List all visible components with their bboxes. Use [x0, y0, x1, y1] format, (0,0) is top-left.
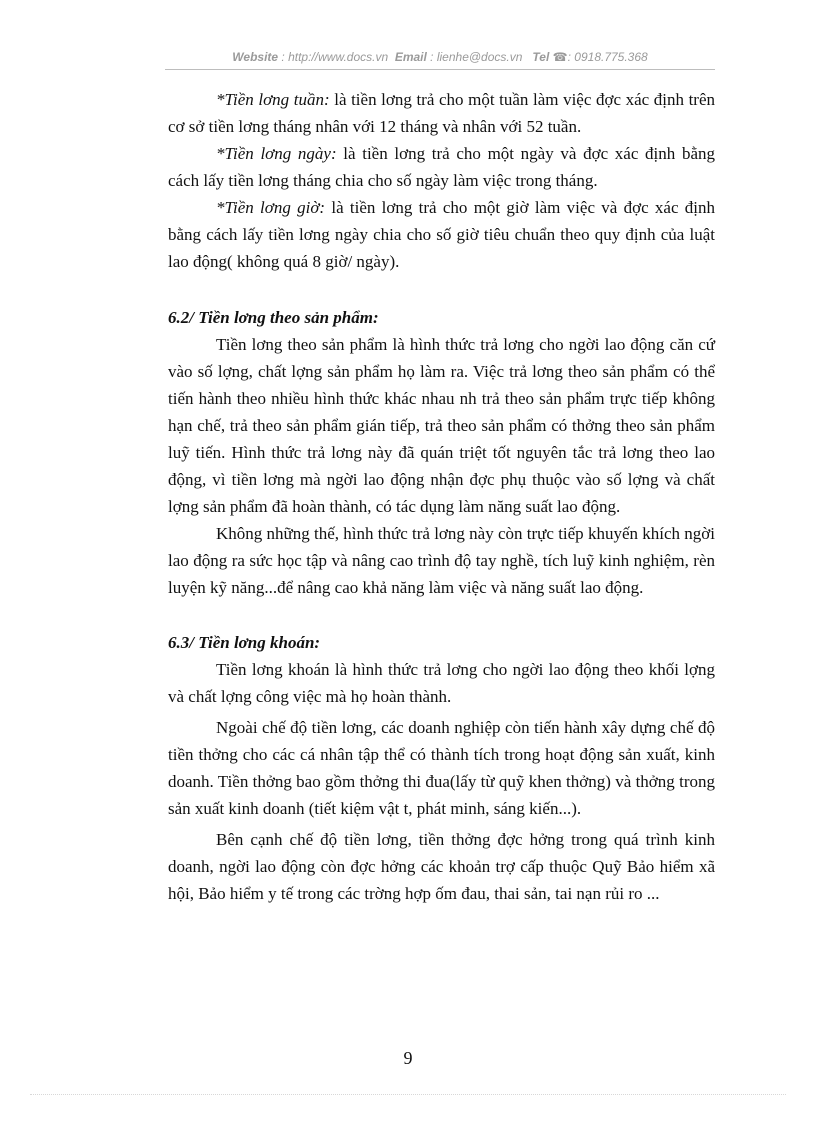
phone-icon: ☎: [552, 50, 568, 64]
website-value: : http://www.docs.vn: [281, 50, 389, 64]
term-daily-wage: *Tiền lơng ngày:: [216, 144, 337, 163]
paragraph-hourly-wage: [168, 194, 715, 275]
paragraph-daily-wage: [168, 140, 715, 194]
page-number: 9: [403, 1048, 413, 1068]
paragraph-weekly-wage: [168, 86, 715, 140]
paragraph-body: Tiền lơng khoán là hình thức trả lơng cho ngời lao động theo khối lợng và chất lợng công việc mà họ hoàn thành.: [168, 660, 715, 706]
page-header: [165, 50, 715, 70]
section-heading-6-3: 6.3/ Tiền lơng khoán:: [168, 633, 321, 652]
paragraph-body: Tiền lơng theo sản phẩm là hình thức trả lơng cho ngời lao động căn cứ vào số lợng, chất lợng sản phẩm họ làm ra. Việc trả lơng theo sản phẩm có thể tiến hành theo nhiều hình thức khác nhau nh trả theo sản phẩm trực tiếp không hạn chế, trả theo sản phẩm gián tiếp, trả theo sản phẩm có thởng theo sản phẩm luỹ tiến. Hình thức trả lơng này đã quán triệt tốt nguyên tắc trả lơng theo lao động, vì tiền lơng mà ngời lao động nhận đợc phụ thuộc vào số lợng và chất lợng sản phẩm đã hoàn thành, có tác dụng làm năng suất lao động.: [168, 335, 715, 516]
definition-text: là tiền lơng trả cho một tuần làm việc đợc xác định trên cơ sở tiền lơng tháng nhân với 12 tháng và nhân với 52 tuần.: [168, 90, 715, 136]
paragraph-body: Bên cạnh chế độ tiền lơng, tiền thởng đợc hởng trong quá trình kinh doanh, ngời lao động còn đợc hởng các khoản trợ cấp thuộc Quỹ Bảo hiểm xã hội, Bảo hiểm y tế trong các trờng hợp ốm đau, thai sản, tai nạn rủi ro ...: [168, 830, 715, 903]
paragraph-body: Không những thế, hình thức trả lơng này còn trực tiếp khuyến khích ngời lao động ra sức học tập và nâng cao trình độ tay nghề, tích luỹ kinh nghiệm, rèn luyện kỹ năng...để nâng cao khả năng làm việc và năng suất lao động.: [168, 524, 715, 597]
definition-text: là tiền lơng trả cho một giờ làm việc và đợc xác định bằng cách lấy tiền lơng ngày chia cho số giờ tiêu chuẩn theo quy định của luật lao động( không quá 8 giờ/ ngày).: [168, 198, 715, 271]
paragraph-body: Ngoài chế độ tiền lơng, các doanh nghiệp còn tiến hành xây dựng chế độ tiền thởng cho các cá nhân tập thể có thành tích trong hoạt động sản xuất, kinh doanh. Tiền thởng bao gồm thởng thi đua(lấy từ quỹ khen thởng) và thởng trong sản xuất kinh doanh (tiết kiệm vật t, phát minh, sáng kiến...).: [168, 718, 715, 818]
footer-divider: [30, 1094, 786, 1095]
section-heading-6-2: 6.2/ Tiền lơng theo sản phẩm:: [168, 308, 379, 327]
term-weekly-wage: *Tiền lơng tuần:: [216, 90, 330, 109]
tel-label: Tel: [532, 50, 550, 64]
document-body: [168, 86, 715, 907]
email-label: Email: [394, 50, 427, 64]
definition-text: là tiền lơng trả cho một ngày và đợc xác định bằng cách lấy tiền lơng tháng chia cho số ngày làm việc trong tháng.: [168, 144, 715, 190]
tel-value: : 0918.775.368: [567, 50, 648, 64]
website-label: Website: [232, 50, 279, 64]
term-hourly-wage: *Tiền lơng giờ:: [216, 198, 326, 217]
email-value: : lienhe@docs.vn: [430, 50, 523, 64]
